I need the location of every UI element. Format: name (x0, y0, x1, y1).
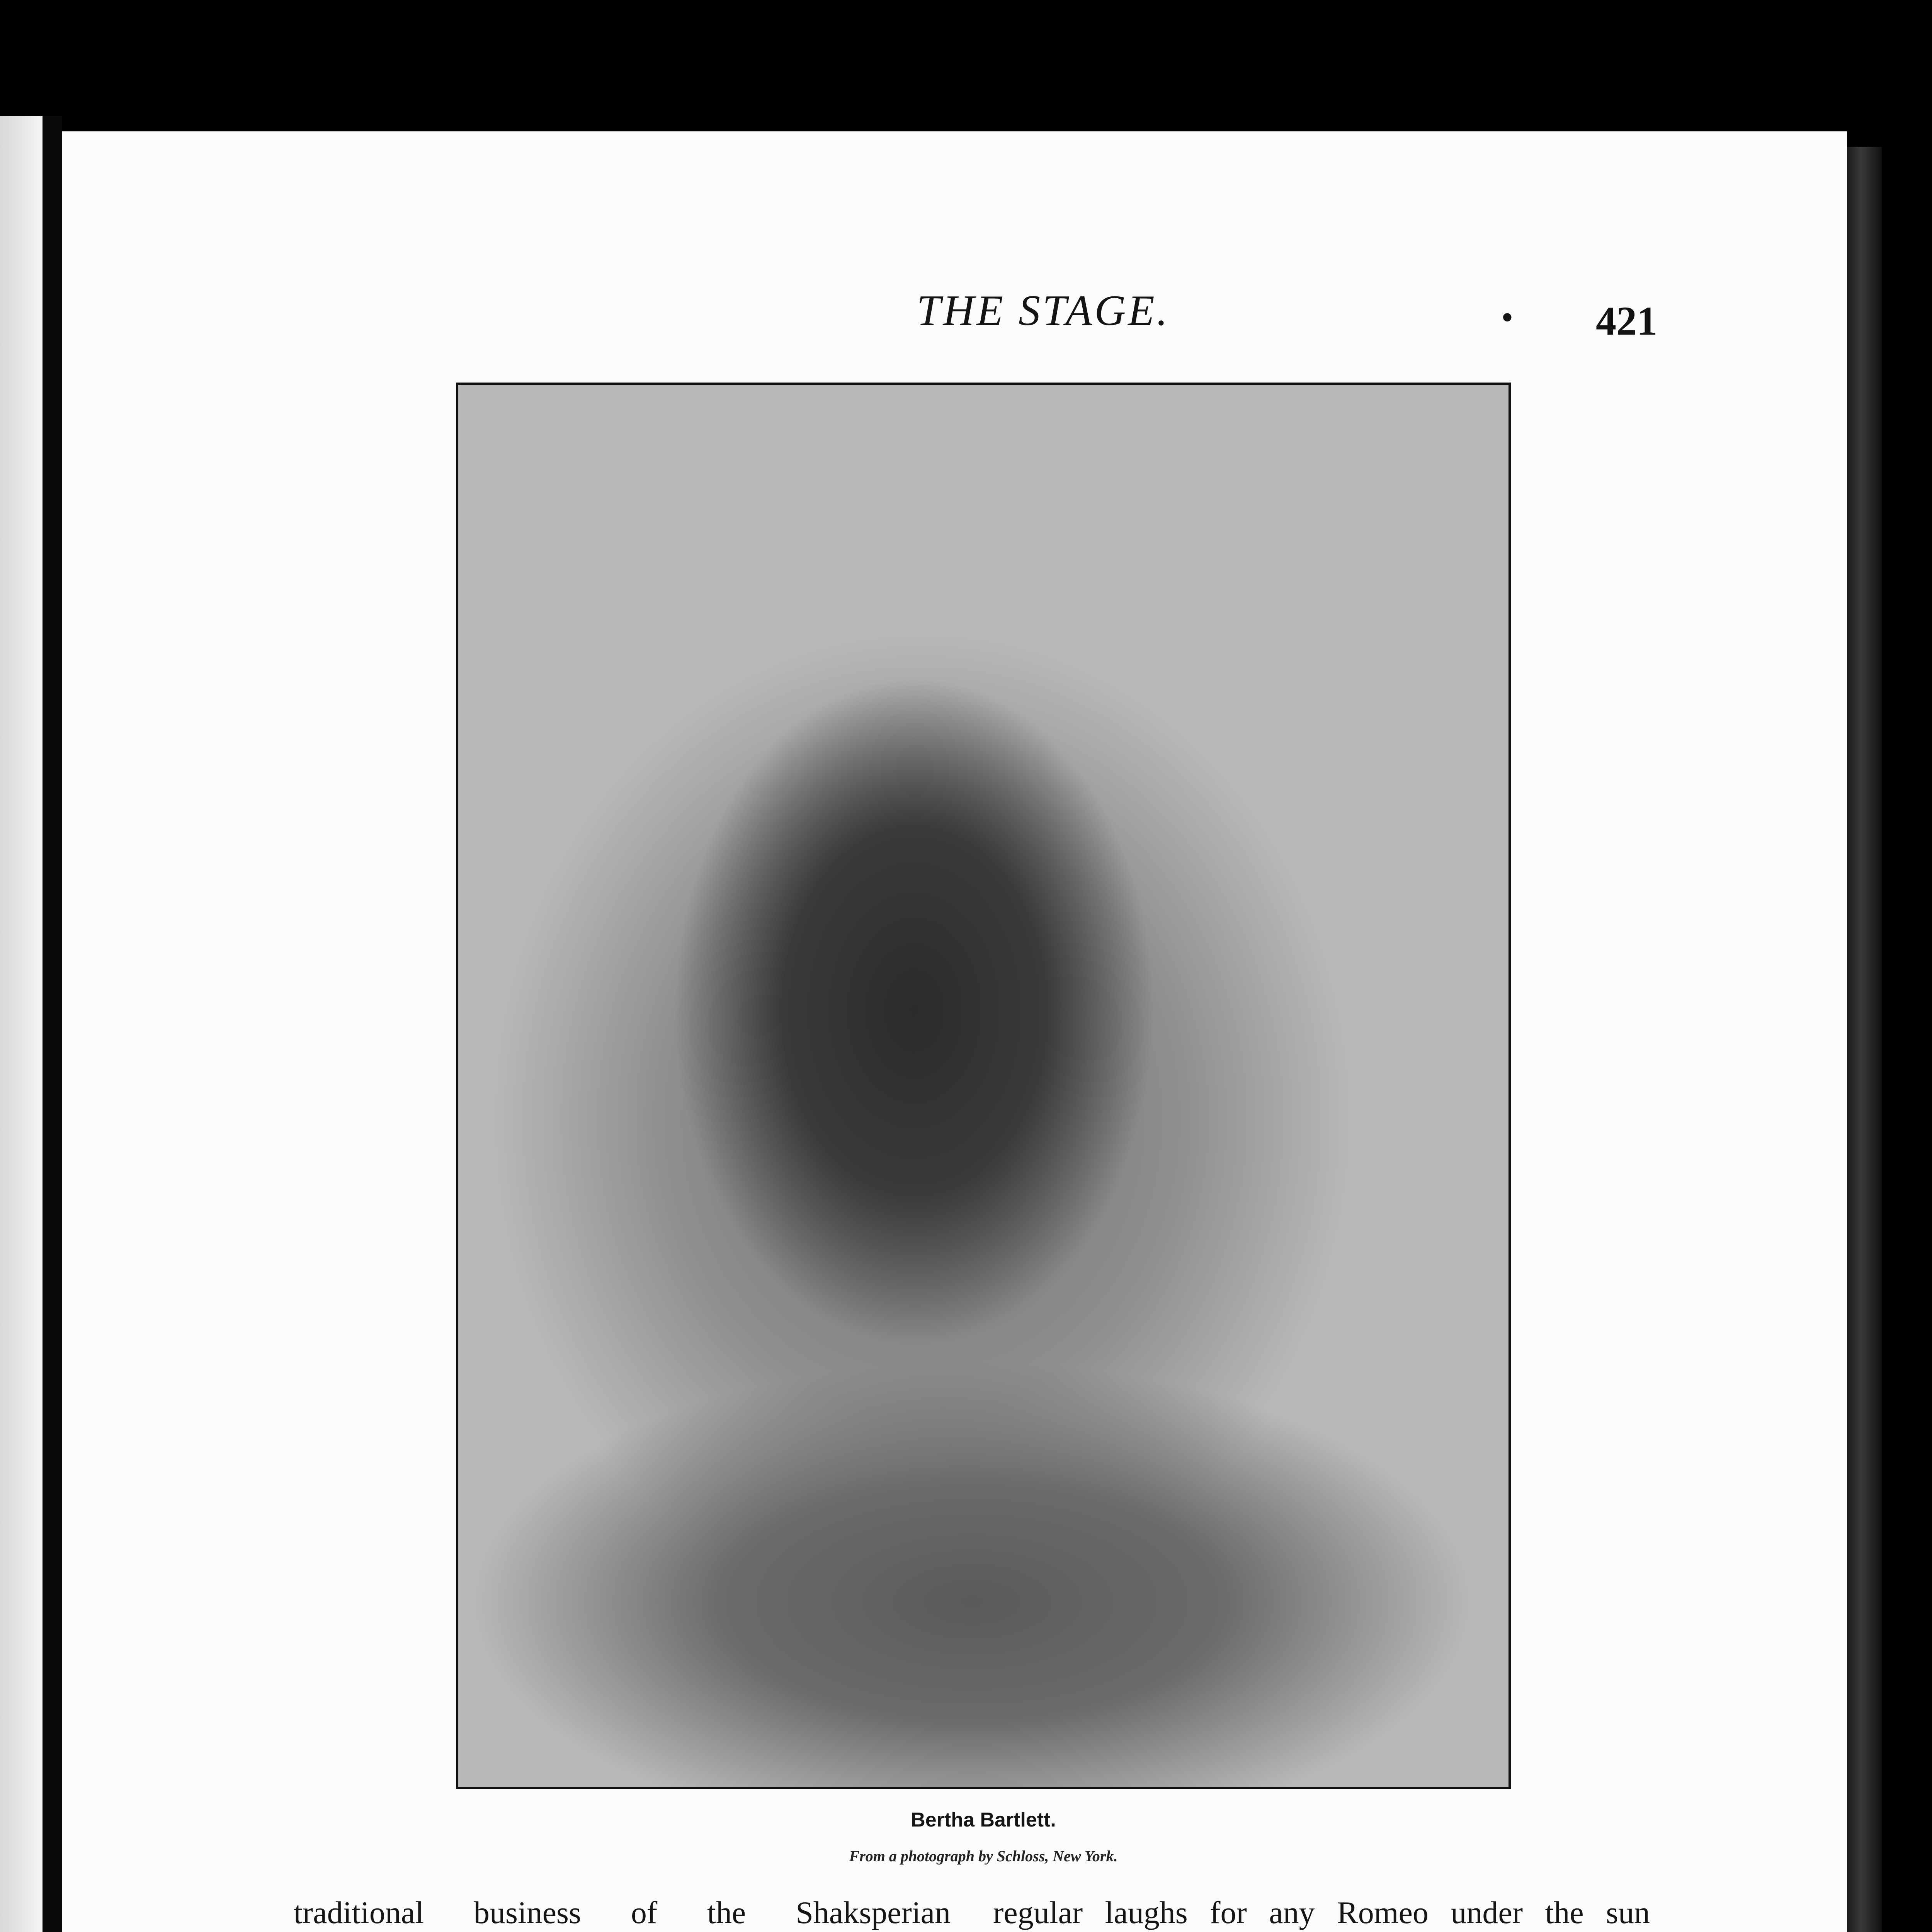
page-number: 421 (1596, 298, 1657, 344)
text-line: regular laughs for any Romeo under the sun (993, 1895, 1650, 1930)
book-spine-edge (1847, 147, 1882, 1932)
adjacent-page-edge (0, 116, 43, 1932)
page-gutter (43, 116, 62, 1932)
left-text-column (294, 1893, 951, 1932)
photo-credit: From a photograph by Schloss, New York. (849, 1847, 1118, 1865)
photo-caption: Bertha Bartlett. (911, 1809, 1056, 1831)
portrait-photograph (456, 383, 1511, 1789)
right-text-column (993, 1893, 1650, 1932)
running-title: THE STAGE. (917, 287, 1170, 335)
header-dot: • (1501, 298, 1514, 337)
text-line: traditional business of the Shaksperian (294, 1895, 951, 1930)
